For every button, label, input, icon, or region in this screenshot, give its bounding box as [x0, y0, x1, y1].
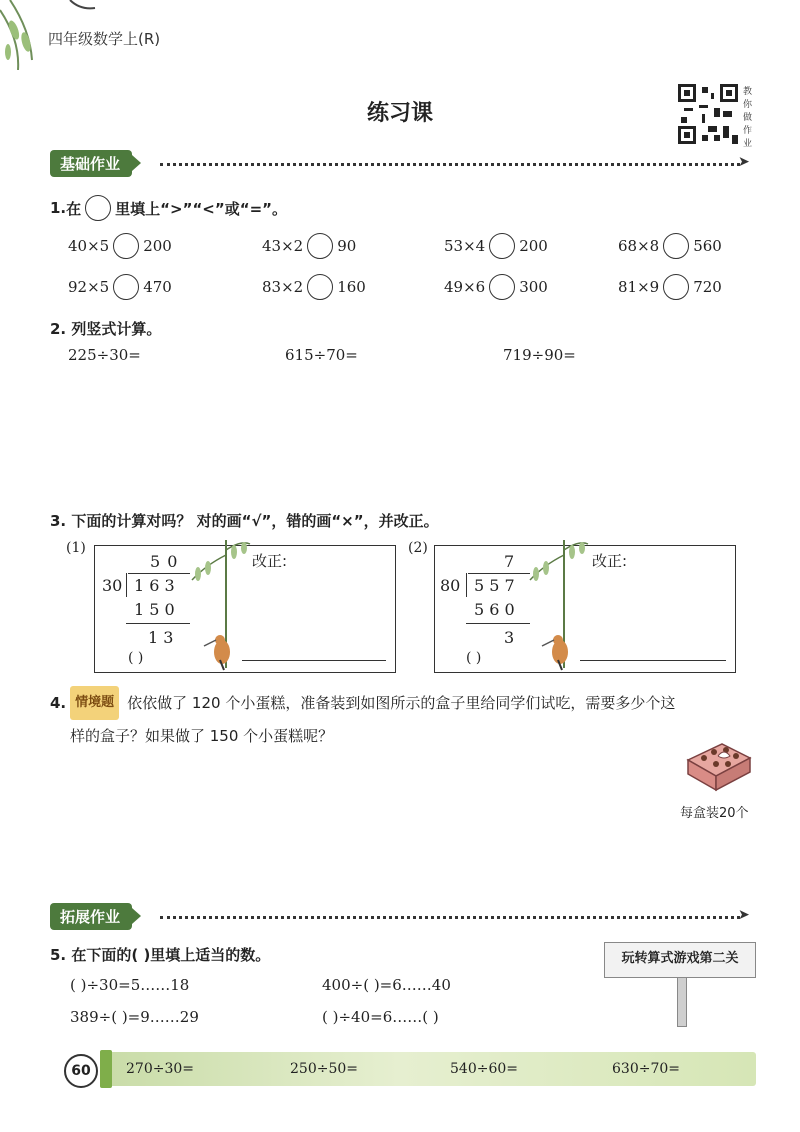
dividend: 1 6 3 — [134, 576, 175, 595]
answer-circle[interactable] — [113, 233, 139, 259]
q3-label: (1) — [66, 540, 86, 556]
section-divider — [160, 916, 740, 919]
quotient: 5 0 — [150, 552, 179, 571]
book-label: 四年级数学上(R) — [48, 30, 161, 48]
compare-item — [618, 274, 722, 300]
compare-item — [444, 274, 548, 300]
product: 1 5 0 — [134, 600, 175, 619]
answer-paren[interactable]: ( ) — [466, 650, 482, 666]
compare-item — [68, 233, 172, 259]
compare-left: 81×9 — [618, 278, 660, 296]
band-item: 630÷70= — [612, 1061, 680, 1077]
compare-left: 53×4 — [444, 237, 486, 255]
q4-number: 4. — [50, 694, 67, 712]
q2-item: 719÷90= — [503, 346, 576, 364]
q1-text-pre: 在 — [66, 199, 82, 218]
answer-circle[interactable] — [307, 233, 333, 259]
answer-circle[interactable] — [113, 274, 139, 300]
band-item: 540÷60= — [450, 1061, 518, 1077]
game-sign: 玩转算式游戏第二关 — [604, 942, 756, 978]
q1-title — [50, 195, 287, 221]
bird-branch-icon — [186, 540, 252, 672]
answer-circle[interactable] — [307, 274, 333, 300]
remainder: 1 3 — [148, 628, 174, 647]
q5-number: 5. — [50, 946, 67, 964]
q3-label: (2) — [408, 540, 428, 556]
quotient: 7 — [504, 552, 515, 571]
page-title: 练习课 — [366, 101, 433, 126]
dividend: 5 5 7 — [474, 576, 515, 595]
compare-right: 200 — [143, 237, 172, 255]
subtraction-line — [126, 623, 190, 624]
cake-box-caption: 每盒装20个 — [680, 806, 749, 821]
compare-left: 92×5 — [68, 278, 110, 296]
q2-number: 2. — [50, 320, 67, 338]
compare-left: 43×2 — [262, 237, 304, 255]
qr-code[interactable] — [678, 84, 738, 144]
band-item: 270÷30= — [126, 1061, 194, 1077]
subtraction-line — [466, 623, 530, 624]
compare-item — [444, 233, 548, 259]
q5-text: 在下面的( )里填上适当的数。 — [71, 946, 271, 964]
compare-right: 200 — [519, 237, 548, 255]
q2-title — [50, 318, 161, 339]
section-divider — [160, 163, 740, 166]
q5-item: 400÷( )=6……40 — [322, 976, 451, 994]
fix-label: 改正: — [592, 552, 628, 570]
answer-circle[interactable] — [663, 274, 689, 300]
arrow-icon: ➤ — [738, 907, 750, 923]
fix-answer-line[interactable] — [580, 660, 726, 661]
blank-circle-icon — [85, 195, 111, 221]
division-bar — [128, 573, 190, 574]
answer-circle[interactable] — [489, 274, 515, 300]
fix-answer-line[interactable] — [242, 660, 386, 661]
compare-item — [262, 233, 356, 259]
compare-right: 560 — [693, 237, 722, 255]
compare-left: 83×2 — [262, 278, 304, 296]
divisor: 80 — [440, 576, 461, 595]
q5-item: ( )÷30=5……18 — [70, 976, 190, 994]
q2-text: 列竖式计算。 — [71, 320, 162, 338]
band-item: 250÷50= — [290, 1061, 358, 1077]
q3-text: 下面的计算对吗？ 对的画“√”，错的画“×”，并改正。 — [71, 512, 439, 530]
compare-item — [68, 274, 172, 300]
q5-item: ( )÷40=6……( ) — [322, 1008, 439, 1026]
compare-left: 68×8 — [618, 237, 660, 255]
q3-title — [50, 510, 439, 531]
q1-text-post: 里填上“>”“<”或“=”。 — [115, 199, 288, 218]
division-bracket — [126, 573, 127, 597]
compare-item — [262, 274, 366, 300]
answer-paren[interactable]: ( ) — [128, 650, 144, 666]
compare-left: 40×5 — [68, 237, 110, 255]
answer-circle[interactable] — [489, 233, 515, 259]
cake-box-icon — [682, 738, 754, 794]
division-bar — [468, 573, 530, 574]
arrow-icon: ➤ — [738, 154, 750, 170]
compare-right: 720 — [693, 278, 722, 296]
bird-branch-icon — [524, 540, 590, 672]
fix-label: 改正: — [252, 552, 288, 570]
compare-right: 160 — [337, 278, 366, 296]
q4-block — [50, 686, 760, 752]
page-bar — [100, 1050, 112, 1088]
division-bracket — [466, 573, 467, 597]
q4-line-2: 样的盒子？如果做了 150 个小蛋糕呢？ — [70, 727, 334, 745]
scenario-tag: 情境题 — [70, 686, 119, 720]
page-number: 60 — [64, 1054, 98, 1088]
remainder: 3 — [504, 628, 515, 647]
q5-title — [50, 944, 270, 965]
compare-right: 300 — [519, 278, 548, 296]
compare-right: 470 — [143, 278, 172, 296]
compare-right: 90 — [337, 237, 357, 255]
q1-number: 1. — [50, 199, 67, 217]
q5-item: 389÷( )=9……29 — [70, 1008, 199, 1026]
answer-circle[interactable] — [663, 233, 689, 259]
product: 5 6 0 — [474, 600, 515, 619]
section-basic-tag: 基础作业 — [50, 150, 132, 177]
q2-item: 615÷70= — [285, 346, 358, 364]
q3-number: 3. — [50, 512, 67, 530]
compare-left: 49×6 — [444, 278, 486, 296]
q2-item: 225÷30= — [68, 346, 141, 364]
section-extend-tag: 拓展作业 — [50, 903, 132, 930]
divisor: 30 — [102, 576, 123, 595]
compare-item — [618, 233, 722, 259]
sign-post — [677, 978, 687, 1027]
qr-caption: 教你做作业 — [743, 87, 753, 149]
q4-line-1: 依依做了 120 个小蛋糕，准备装到如图所示的盒子里给同学们试吃，需要多少个这 — [127, 694, 676, 712]
